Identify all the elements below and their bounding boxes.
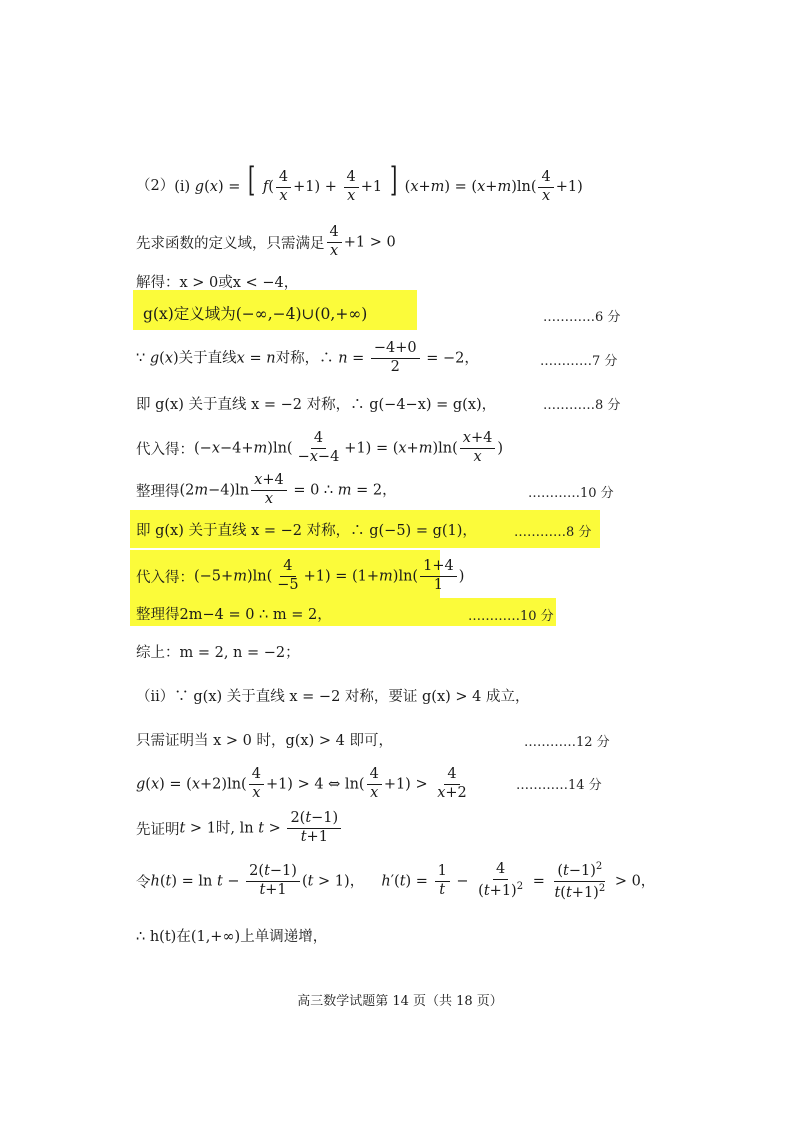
line-16-math-render: t > 1时, ln t > $\frac{2(t-1)}{t+1}$ bbox=[180, 811, 344, 846]
line-12-math: m = 2, n = −2； bbox=[179, 644, 300, 661]
line-7-math-render: (−x−4+m)ln( $\frac{4}{-x-4}$ +1) = (x+m)ln( $\frac{x+4}{x}$ ) bbox=[194, 429, 503, 465]
line-2-math-render: $\frac{4}{x}$ +1 > 0 bbox=[325, 225, 396, 260]
line-2 bbox=[136, 220, 396, 264]
line-16-text: 先证明 bbox=[136, 821, 180, 838]
score-10-a: …………10 分 bbox=[528, 486, 614, 501]
part-label: （2） bbox=[136, 177, 175, 194]
line-11 bbox=[136, 602, 332, 624]
line-9 bbox=[136, 518, 477, 540]
line-1-math-render: (i) g(x) = [ f( $\frac{4}{x}$ +1) + $\frac{4}{x}$ +1 ] (x+m) = (x+m)ln( $\frac{4}{x}$ +1) bbox=[174, 160, 583, 204]
score-7: …………7 分 bbox=[540, 354, 618, 369]
line-2-text: 先求函数的定义域，只需满足 bbox=[136, 235, 325, 252]
line-13 bbox=[136, 684, 530, 706]
line-13-math: （ii）∵ g(x) 关于直线 x = −2 对称，要证 g(x) > 4 成立， bbox=[136, 688, 530, 705]
line-8-text: 整理得 bbox=[136, 483, 180, 500]
line-15-math-render: g(x) = (x+2)ln( $\frac{4}{x}$ +1) > 4 ⇔ ln( $\frac{4}{x}$ +1) > $\frac{4}{x+2}$ bbox=[136, 765, 467, 801]
line-7 bbox=[136, 426, 503, 470]
score-10-b: …………10 分 bbox=[468, 609, 554, 624]
score-8-b: …………8 分 bbox=[514, 525, 592, 540]
line-6 bbox=[136, 392, 496, 414]
line-3-text: 解得： bbox=[136, 274, 180, 291]
score-14: …………14 分 bbox=[516, 778, 602, 793]
line-10-text: 代入得： bbox=[136, 569, 194, 586]
line-16 bbox=[136, 806, 343, 850]
line-17 bbox=[136, 858, 655, 904]
line-14-math: 只需证明当 x > 0 时，g(x) > 4 即可， bbox=[136, 732, 393, 749]
line-14 bbox=[136, 728, 393, 750]
score-6: …………6 分 bbox=[543, 310, 621, 325]
line-10 bbox=[136, 554, 464, 598]
line-8 bbox=[136, 470, 397, 510]
line-11-text: 整理得 bbox=[136, 606, 180, 623]
line-6-math: 即 g(x) 关于直线 x = −2 对称，∴ g(−4−x) = g(x)， bbox=[136, 396, 497, 413]
line-9-math: 即 g(x) 关于直线 x = −2 对称，∴ g(−5) = g(1)， bbox=[136, 522, 477, 539]
line-17-text: 令 bbox=[136, 874, 151, 891]
line-18 bbox=[136, 924, 327, 946]
line-11-math: 2m−4 = 0 ∴ m = 2， bbox=[179, 606, 332, 623]
line-5-math-render: ∵ g(x)关于直线x = n对称，∴ n = $\frac{-4+0}{2}$ = −2， bbox=[136, 339, 479, 375]
line-17-math-render: h(t) = ln t − $\frac{2(t-1)}{t+1}$ (t > 1)， h′(t) = $\frac{1}{t}$ − $\frac{4}{(t+1)^2}$ = $\frac{(t-1)^2}{t(t+1)^2}$ > 0， bbox=[150, 860, 656, 901]
line-5 bbox=[136, 338, 479, 378]
line-15 bbox=[136, 762, 472, 806]
line-3-math: x > 0或x < −4， bbox=[179, 274, 299, 291]
line-8-math-render: (2m−4)ln $\frac{x+4}{x}$ = 0 ∴ m = 2， bbox=[179, 471, 397, 507]
line-12-text: 综上： bbox=[136, 644, 180, 661]
line-7-text: 代入得： bbox=[136, 441, 194, 458]
line-10-math-render: (−5+m)ln( $\frac{4}{-5}$ +1) = (1+m)ln( $\frac{1+4}{1}$ ) bbox=[194, 557, 465, 593]
score-8-a: …………8 分 bbox=[543, 398, 621, 413]
line-1 bbox=[136, 160, 583, 208]
score-12: …………12 分 bbox=[524, 735, 610, 750]
page-footer: 高三数学试题第 14 页（共 18 页） bbox=[297, 994, 503, 1009]
line-4 bbox=[143, 300, 367, 326]
line-18-math: ∴ h(t)在(1,+∞)上单调递增， bbox=[136, 928, 328, 945]
line-4-math: g(x)定义域为(−∞,−4)∪(0,+∞) bbox=[143, 305, 368, 323]
line-12 bbox=[136, 640, 300, 662]
line-3 bbox=[136, 270, 298, 292]
